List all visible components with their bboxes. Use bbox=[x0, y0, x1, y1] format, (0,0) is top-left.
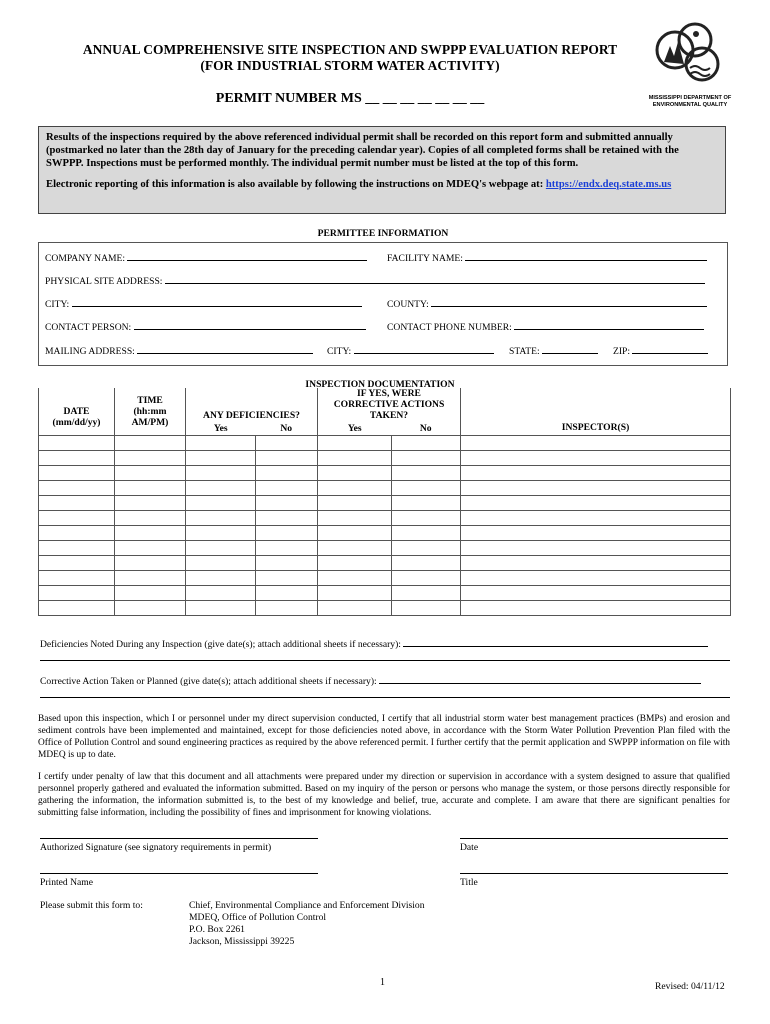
corrective-actions-column-header: IF YES, WERE CORRECTIVE ACTIONS TAKEN? bbox=[318, 388, 461, 421]
table-cell[interactable] bbox=[256, 496, 318, 511]
table-cell[interactable] bbox=[39, 601, 115, 616]
table-row bbox=[39, 526, 731, 541]
physical-site-address-field[interactable]: PHYSICAL SITE ADDRESS: bbox=[45, 274, 705, 287]
table-cell[interactable] bbox=[186, 526, 256, 541]
corrective-no-header: No bbox=[392, 421, 461, 436]
table-row bbox=[39, 451, 731, 466]
instructions-paragraph: Results of the inspections required by the above referenced individual permit shall be recorded on this report form and submitted annually (postmarked no later than the 28th day of January for the preceding calendar year). Copies of all completed forms shall be retained with the SWPPP. Inspections must be performed monthly. The individual permit number must be listed at the top of this form. bbox=[46, 132, 679, 169]
logo-text-line1: MISSISSIPPI DEPARTMENT OF bbox=[648, 95, 732, 101]
submit-address-line4: Jackson, Mississippi 39225 bbox=[189, 936, 295, 947]
table-cell[interactable] bbox=[392, 601, 461, 616]
table-cell[interactable] bbox=[256, 511, 318, 526]
table-cell[interactable] bbox=[318, 481, 392, 496]
company-name-field[interactable]: COMPANY NAME: bbox=[45, 251, 367, 264]
table-cell[interactable] bbox=[186, 496, 256, 511]
logo-text-line2: ENVIRONMENTAL QUALITY bbox=[652, 102, 728, 108]
table-row bbox=[39, 556, 731, 571]
submit-address-line1: Chief, Environmental Compliance and Enforcement Division bbox=[189, 900, 425, 911]
table-cell[interactable] bbox=[461, 556, 731, 571]
table-cell[interactable] bbox=[256, 601, 318, 616]
table-cell[interactable] bbox=[186, 436, 256, 451]
zip-field[interactable]: ZIP: bbox=[613, 344, 708, 357]
table-cell[interactable] bbox=[318, 586, 392, 601]
table-cell[interactable] bbox=[392, 571, 461, 586]
table-cell[interactable] bbox=[392, 436, 461, 451]
table-cell[interactable] bbox=[115, 571, 186, 586]
county-field[interactable]: COUNTY: bbox=[387, 297, 707, 310]
table-cell[interactable] bbox=[186, 451, 256, 466]
table-cell[interactable] bbox=[186, 466, 256, 481]
table-cell[interactable] bbox=[256, 451, 318, 466]
table-cell[interactable] bbox=[186, 511, 256, 526]
submit-address-line2: MDEQ, Office of Pollution Control bbox=[189, 912, 327, 923]
mdeq-logo bbox=[640, 22, 740, 107]
table-cell[interactable] bbox=[256, 466, 318, 481]
mdeq-logo-icon bbox=[640, 22, 740, 92]
table-row bbox=[39, 511, 731, 526]
table-cell[interactable] bbox=[39, 451, 115, 466]
table-row bbox=[39, 601, 731, 616]
table-cell[interactable] bbox=[39, 481, 115, 496]
inspectors-column-header: INSPECTOR(S) bbox=[461, 388, 731, 436]
table-cell[interactable] bbox=[115, 541, 186, 556]
table-cell[interactable] bbox=[461, 466, 731, 481]
table-cell[interactable] bbox=[39, 466, 115, 481]
table-cell[interactable] bbox=[461, 601, 731, 616]
table-cell[interactable] bbox=[39, 541, 115, 556]
table-cell[interactable] bbox=[392, 511, 461, 526]
table-cell[interactable] bbox=[318, 601, 392, 616]
table-cell[interactable] bbox=[186, 571, 256, 586]
table-cell[interactable] bbox=[186, 481, 256, 496]
table-cell[interactable] bbox=[256, 586, 318, 601]
table-cell[interactable] bbox=[256, 481, 318, 496]
table-row bbox=[39, 436, 731, 451]
table-cell[interactable] bbox=[186, 586, 256, 601]
time-column-header: TIME (hh:mm AM/PM) bbox=[115, 388, 186, 436]
table-cell[interactable] bbox=[115, 496, 186, 511]
contact-person-field[interactable]: CONTACT PERSON: bbox=[45, 320, 366, 333]
facility-name-field[interactable]: FACILITY NAME: bbox=[387, 251, 707, 264]
table-cell[interactable] bbox=[256, 556, 318, 571]
table-cell[interactable] bbox=[115, 451, 186, 466]
printed-name-line[interactable] bbox=[40, 873, 318, 874]
table-cell[interactable] bbox=[392, 556, 461, 571]
table-row bbox=[39, 586, 731, 601]
table-row bbox=[39, 496, 731, 511]
table-cell[interactable] bbox=[256, 526, 318, 541]
table-cell[interactable] bbox=[318, 571, 392, 586]
table-cell[interactable] bbox=[318, 556, 392, 571]
electronic-reporting-note: Electronic reporting of this information is also available by following the instructions on MDEQ's webpage at: https://endx.deq.state.ms.us bbox=[46, 179, 672, 190]
revised-date: Revised: 04/11/12 bbox=[655, 981, 725, 992]
table-cell[interactable] bbox=[318, 436, 392, 451]
title-line[interactable] bbox=[460, 873, 728, 874]
table-cell[interactable] bbox=[392, 451, 461, 466]
penalty-paragraph: I certify under penalty of law that this document and all attachments were prepared under my direction or supervision in accordance with a system designed to assure that qualified personnel properly gathered and evaluated the information submitted. Based on my inquiry of the person or persons who manage the system, or those persons directly responsible for gathering the information, the information submitted is, to the best of my knowledge and belief, true, accurate and complete. I am aware that there are significant penalties for submitting false information, including the possibility of fines and imprisonment for knowing violations. bbox=[38, 772, 730, 818]
table-cell[interactable] bbox=[461, 511, 731, 526]
deficiencies-noted-field[interactable]: Deficiencies Noted During any Inspection (give date(s); attach additional sheets if necessary): bbox=[40, 637, 708, 650]
table-cell[interactable] bbox=[115, 526, 186, 541]
table-cell[interactable] bbox=[115, 556, 186, 571]
table-cell[interactable] bbox=[461, 436, 731, 451]
table-cell[interactable] bbox=[461, 586, 731, 601]
table-cell[interactable] bbox=[318, 526, 392, 541]
mailing-address-field[interactable]: MAILING ADDRESS: bbox=[45, 344, 313, 357]
table-cell[interactable] bbox=[256, 541, 318, 556]
table-cell[interactable] bbox=[392, 586, 461, 601]
inspection-rows bbox=[39, 436, 731, 616]
deficiencies-no-header: No bbox=[256, 421, 318, 436]
table-cell[interactable] bbox=[39, 496, 115, 511]
table-cell[interactable] bbox=[318, 466, 392, 481]
table-cell[interactable] bbox=[39, 571, 115, 586]
table-cell[interactable] bbox=[392, 466, 461, 481]
inspection-section-title: INSPECTION DOCUMENTATION bbox=[305, 379, 455, 390]
table-cell[interactable] bbox=[115, 436, 186, 451]
table-cell[interactable] bbox=[115, 586, 186, 601]
table-cell[interactable] bbox=[256, 436, 318, 451]
certification-paragraph: Based upon this inspection, which I or personnel under my direct supervision conducted, I certify that all industrial storm water best management practices (BMPs) and erosion and sediment controls have been implemented and maintained, except for those deficiencies noted above, in accordance with the Storm Water Pollution Prevention Plan filed with the Office of Pollution Control and sound engineering practices as required by the above referenced permit. I further certify that the permit application and SWPPP information on file with MDEQ is up to date. bbox=[38, 714, 730, 760]
submit-address-line3: P.O. Box 2261 bbox=[189, 924, 245, 935]
table-cell[interactable] bbox=[392, 541, 461, 556]
table-cell[interactable] bbox=[39, 586, 115, 601]
deficiencies-column-header: ANY DEFICIENCIES? bbox=[186, 388, 318, 421]
form-title-line1: ANNUAL COMPREHENSIVE SITE INSPECTION AND SWPPP EVALUATION REPORT bbox=[82, 42, 618, 57]
permittee-section-title: PERMITTEE INFORMATION bbox=[317, 228, 449, 239]
corrective-yes-header: Yes bbox=[318, 421, 392, 436]
permit-number-label: PERMIT NUMBER MS __ __ __ __ __ __ __ bbox=[215, 91, 485, 106]
date-label: Date bbox=[460, 842, 479, 853]
table-cell[interactable] bbox=[392, 496, 461, 511]
state-field[interactable]: STATE: bbox=[509, 344, 598, 357]
table-cell[interactable] bbox=[318, 541, 392, 556]
table-row bbox=[39, 541, 731, 556]
printed-name-label: Printed Name bbox=[40, 877, 94, 888]
title-label: Title bbox=[460, 877, 478, 888]
page-number: 1 bbox=[380, 977, 385, 988]
mailing-city-field[interactable]: CITY: bbox=[327, 344, 494, 357]
table-cell[interactable] bbox=[461, 571, 731, 586]
table-cell[interactable] bbox=[461, 496, 731, 511]
deficiencies-line[interactable] bbox=[40, 660, 730, 661]
city-field[interactable]: CITY: bbox=[45, 297, 362, 310]
table-cell[interactable] bbox=[115, 601, 186, 616]
table-row bbox=[39, 481, 731, 496]
table-cell[interactable] bbox=[461, 541, 731, 556]
table-cell[interactable] bbox=[256, 571, 318, 586]
deficiencies-yes-header: Yes bbox=[186, 421, 256, 436]
inspection-table bbox=[38, 388, 731, 616]
corrective-line[interactable] bbox=[40, 697, 730, 698]
table-cell[interactable] bbox=[186, 541, 256, 556]
mdeq-webpage-link[interactable]: https://endx.deq.state.ms.us bbox=[545, 179, 672, 190]
date-column-header: DATE (mm/dd/yy) bbox=[39, 388, 115, 436]
table-cell[interactable] bbox=[461, 526, 731, 541]
table-row bbox=[39, 466, 731, 481]
table-cell[interactable] bbox=[461, 481, 731, 496]
form-title-line2: (FOR INDUSTRIAL STORM WATER ACTIVITY) bbox=[200, 58, 500, 73]
table-cell[interactable] bbox=[115, 511, 186, 526]
table-cell[interactable] bbox=[392, 481, 461, 496]
submit-label: Please submit this form to: bbox=[40, 900, 143, 911]
instructions-box bbox=[38, 126, 726, 214]
table-cell[interactable] bbox=[318, 511, 392, 526]
table-cell[interactable] bbox=[39, 511, 115, 526]
table-cell[interactable] bbox=[392, 526, 461, 541]
table-cell[interactable] bbox=[115, 466, 186, 481]
table-cell[interactable] bbox=[461, 451, 731, 466]
table-cell[interactable] bbox=[186, 601, 256, 616]
table-cell[interactable] bbox=[39, 436, 115, 451]
table-row bbox=[39, 571, 731, 586]
corrective-action-field[interactable]: Corrective Action Taken or Planned (give date(s); attach additional sheets if necessary): bbox=[40, 674, 701, 687]
date-line[interactable] bbox=[460, 838, 728, 839]
table-cell[interactable] bbox=[39, 526, 115, 541]
authorized-signature-line[interactable] bbox=[40, 838, 318, 839]
contact-phone-field[interactable]: CONTACT PHONE NUMBER: bbox=[387, 320, 704, 333]
authorized-signature-label: Authorized Signature (see signatory requirements in permit) bbox=[40, 842, 272, 853]
table-cell[interactable] bbox=[318, 496, 392, 511]
table-cell[interactable] bbox=[115, 481, 186, 496]
table-cell[interactable] bbox=[318, 451, 392, 466]
table-cell[interactable] bbox=[186, 556, 256, 571]
table-cell[interactable] bbox=[39, 556, 115, 571]
submit-address bbox=[189, 900, 425, 948]
